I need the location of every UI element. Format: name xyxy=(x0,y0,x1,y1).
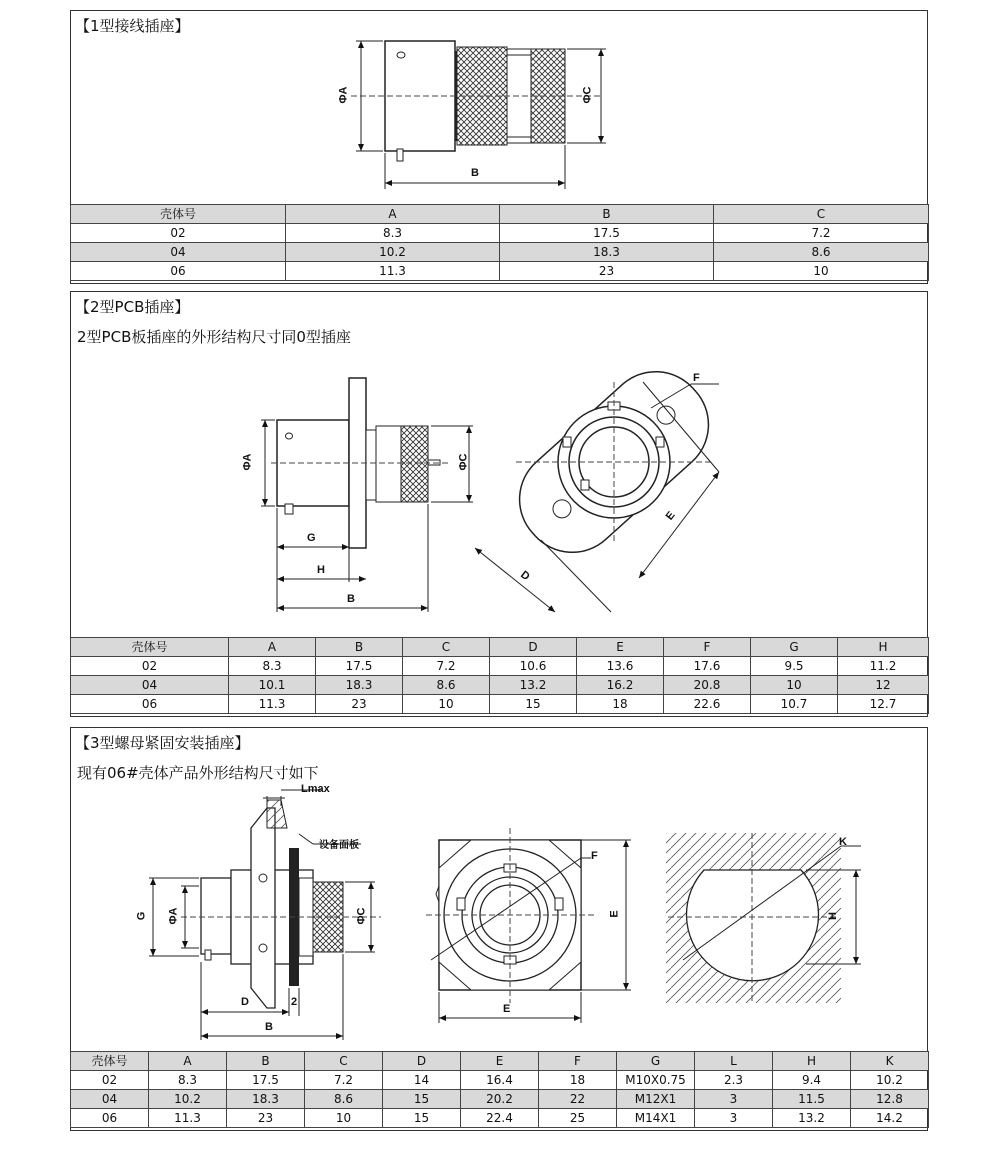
table-cell: 7.2 xyxy=(305,1071,383,1090)
table-cell: 10 xyxy=(714,262,929,281)
table-cell: 9.4 xyxy=(773,1071,851,1090)
table-cell: 02 xyxy=(71,224,286,243)
table-cell: 12 xyxy=(838,676,929,695)
table-cell: 3 xyxy=(695,1109,773,1128)
table-cell: 2.3 xyxy=(695,1071,773,1090)
header-cell: 壳体号 xyxy=(71,205,286,224)
table-row xyxy=(71,1090,929,1109)
dim-K-label: K xyxy=(839,836,847,848)
table-row xyxy=(71,695,929,714)
table-cell: 18.3 xyxy=(500,243,714,262)
dim-phiC-label: ΦC xyxy=(355,907,368,925)
dim-2-label: 2 xyxy=(291,996,298,1008)
dim-G-label: G xyxy=(135,911,148,921)
dim-F-label: F xyxy=(693,372,700,384)
spec-table-type1 xyxy=(70,204,929,281)
table-row xyxy=(71,243,929,262)
table-cell: 13.2 xyxy=(773,1109,851,1128)
table-cell: 15 xyxy=(490,695,577,714)
table-cell: M14X1 xyxy=(617,1109,695,1128)
table-cell: 18 xyxy=(539,1071,617,1090)
header-cell: A xyxy=(286,205,500,224)
table-cell: 8.6 xyxy=(403,676,490,695)
header-cell: C xyxy=(305,1052,383,1071)
header-cell: E xyxy=(461,1052,539,1071)
table-cell: M12X1 xyxy=(617,1090,695,1109)
table-row xyxy=(71,262,929,281)
dim-E-horizontal-label: E xyxy=(503,1003,511,1015)
table-cell: 12.8 xyxy=(851,1090,929,1109)
table-cell: 25 xyxy=(539,1109,617,1128)
header-cell: D xyxy=(383,1052,461,1071)
dim-B-label: B xyxy=(265,1021,273,1033)
table-header-row xyxy=(71,638,929,657)
table-cell: 15 xyxy=(383,1109,461,1128)
table-cell: 7.2 xyxy=(714,224,929,243)
header-cell: F xyxy=(664,638,751,657)
panel-label: 设备面板 xyxy=(319,840,359,851)
header-cell: C xyxy=(403,638,490,657)
type2-drawing xyxy=(71,292,927,632)
table-cell: 8.6 xyxy=(714,243,929,262)
table-cell: 11.5 xyxy=(773,1090,851,1109)
header-cell: K xyxy=(851,1052,929,1071)
table-cell: 9.5 xyxy=(751,657,838,676)
table-cell: 04 xyxy=(71,1090,149,1109)
section-title: 【1型接线插座】 xyxy=(75,17,190,35)
table-cell: 11.2 xyxy=(838,657,929,676)
table-cell: 10.2 xyxy=(851,1071,929,1090)
table-cell: 10 xyxy=(305,1109,383,1128)
dim-phiA-label: ΦA xyxy=(241,453,254,471)
table-cell: M10X0.75 xyxy=(617,1071,695,1090)
table-cell: 06 xyxy=(71,262,286,281)
table-cell: 17.5 xyxy=(316,657,403,676)
table-cell: 17.6 xyxy=(664,657,751,676)
table-cell: 16.4 xyxy=(461,1071,539,1090)
section-type2 xyxy=(70,291,928,717)
header-cell: H xyxy=(838,638,929,657)
table-cell: 18 xyxy=(577,695,664,714)
table-cell: 14.2 xyxy=(851,1109,929,1128)
table-cell: 7.2 xyxy=(403,657,490,676)
table-cell: 02 xyxy=(71,657,229,676)
table-cell: 11.3 xyxy=(149,1109,227,1128)
section-type3 xyxy=(70,727,928,1131)
table-cell: 10.7 xyxy=(751,695,838,714)
table-cell: 12.7 xyxy=(838,695,929,714)
table-cell: 10.2 xyxy=(149,1090,227,1109)
table-cell: 10 xyxy=(751,676,838,695)
table-row xyxy=(71,1109,929,1128)
header-cell: C xyxy=(714,205,929,224)
table-cell: 23 xyxy=(227,1109,305,1128)
section-type1 xyxy=(70,10,928,284)
table-cell: 8.6 xyxy=(305,1090,383,1109)
table-cell: 02 xyxy=(71,1071,149,1090)
dim-Lmax-label: Lmax xyxy=(301,783,330,795)
table-cell: 18.3 xyxy=(316,676,403,695)
table-cell: 13.6 xyxy=(577,657,664,676)
section-subtitle: 现有06#壳体产品外形结构尺寸如下 xyxy=(77,764,319,782)
section-subtitle: 2型PCB板插座的外形结构尺寸同0型插座 xyxy=(77,328,351,346)
header-cell: B xyxy=(316,638,403,657)
table-cell: 8.3 xyxy=(286,224,500,243)
table-cell: 10.2 xyxy=(286,243,500,262)
table-cell: 14 xyxy=(383,1071,461,1090)
table-cell: 06 xyxy=(71,695,229,714)
dim-F-label: F xyxy=(591,850,598,862)
header-cell: B xyxy=(227,1052,305,1071)
header-cell: A xyxy=(229,638,316,657)
dim-phiC-label: ΦC xyxy=(581,86,594,104)
table-cell: 10.6 xyxy=(490,657,577,676)
dim-B-label: B xyxy=(347,593,355,605)
header-cell: A xyxy=(149,1052,227,1071)
dim-phiA-label: ΦA xyxy=(337,86,350,104)
header-cell: G xyxy=(751,638,838,657)
dim-E-vertical-label: E xyxy=(608,910,621,918)
table-cell: 22.4 xyxy=(461,1109,539,1128)
table-cell: 17.5 xyxy=(227,1071,305,1090)
table-row xyxy=(71,224,929,243)
header-cell: L xyxy=(695,1052,773,1071)
dim-H-label: H xyxy=(826,912,839,920)
table-cell: 06 xyxy=(71,1109,149,1128)
header-cell: B xyxy=(500,205,714,224)
table-cell: 16.2 xyxy=(577,676,664,695)
table-cell: 8.3 xyxy=(149,1071,227,1090)
type1-drawing xyxy=(71,11,927,211)
spec-table-type3 xyxy=(70,1051,929,1128)
table-cell: 13.2 xyxy=(490,676,577,695)
header-cell: D xyxy=(490,638,577,657)
type3-drawing xyxy=(71,728,927,1048)
table-cell: 15 xyxy=(383,1090,461,1109)
header-cell: G xyxy=(617,1052,695,1071)
header-cell: 壳体号 xyxy=(71,638,229,657)
table-cell: 20.2 xyxy=(461,1090,539,1109)
table-cell: 22.6 xyxy=(664,695,751,714)
table-cell: 10.1 xyxy=(229,676,316,695)
table-cell: 23 xyxy=(500,262,714,281)
table-cell: 04 xyxy=(71,243,286,262)
dim-B-label: B xyxy=(471,167,479,179)
table-cell: 17.5 xyxy=(500,224,714,243)
table-cell: 8.3 xyxy=(229,657,316,676)
table-cell: 20.8 xyxy=(664,676,751,695)
section-title: 【3型螺母紧固安装插座】 xyxy=(75,734,250,752)
table-cell: 23 xyxy=(316,695,403,714)
table-cell: 11.3 xyxy=(229,695,316,714)
dim-D-label: D xyxy=(241,996,249,1008)
table-cell: 10 xyxy=(403,695,490,714)
dim-phiA-label: ΦA xyxy=(167,907,180,925)
table-cell: 11.3 xyxy=(286,262,500,281)
dim-E-label: E xyxy=(663,509,678,523)
section-title: 【2型PCB插座】 xyxy=(75,298,190,316)
table-row xyxy=(71,1071,929,1090)
header-cell: H xyxy=(773,1052,851,1071)
spec-table-type2 xyxy=(70,637,929,714)
dim-G-label: G xyxy=(307,532,316,544)
table-cell: 22 xyxy=(539,1090,617,1109)
table-header-row xyxy=(71,205,929,224)
table-header-row xyxy=(71,1052,929,1071)
table-cell: 04 xyxy=(71,676,229,695)
table-row xyxy=(71,676,929,695)
dim-H-label: H xyxy=(317,564,325,576)
header-cell: F xyxy=(539,1052,617,1071)
table-row xyxy=(71,657,929,676)
dim-D-label: D xyxy=(518,568,532,584)
table-cell: 3 xyxy=(695,1090,773,1109)
dim-phiC-label: ΦC xyxy=(457,453,470,471)
table-cell: 18.3 xyxy=(227,1090,305,1109)
header-cell: 壳体号 xyxy=(71,1052,149,1071)
header-cell: E xyxy=(577,638,664,657)
